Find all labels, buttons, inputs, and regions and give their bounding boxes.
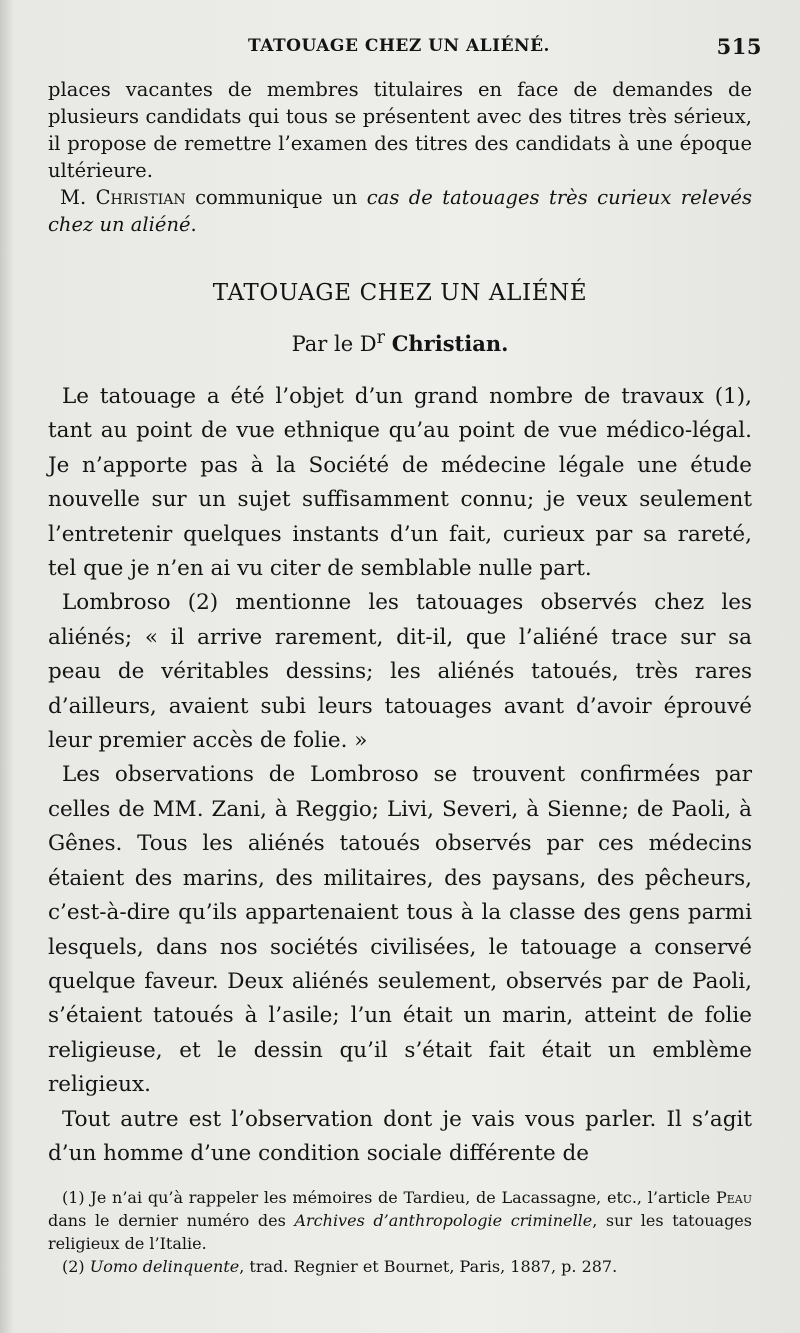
- article-body: [48, 380, 752, 1171]
- footnote-2-lead: (2): [62, 1257, 90, 1276]
- footnote-1-end: , sur les tatouages religieux de l’Italie.: [48, 1211, 752, 1253]
- footnotes: [48, 1186, 752, 1278]
- byline-prefix: Par le D: [291, 332, 377, 356]
- speaker-name: M. Christian: [60, 186, 186, 209]
- communication-paragraph: [48, 184, 752, 238]
- communication-end: .: [190, 213, 197, 236]
- meeting-minutes: [48, 76, 752, 238]
- footnote-1: [48, 1186, 752, 1255]
- body-paragraph: Les observations de Lombroso se trouvent confirmées par celles de MM. Zani, à Reggio; Livi, Severi, à Sienne; de Paoli, à Gênes. Tous les aliénés tatoués observés par ces médecins étaient des marins, des militaires, des paysans, des pêcheurs, c’est-à-dire qu’ils appartenaient tous à la classe des gens parmi lesquels, dans nos sociétés civilisées, le tatouage a conservé quelque faveur. Deux aliénés seulement, observés par de Paoli, s’étaient tatoués à l’asile; l’un était un marin, atteint de folie religieuse, et le dessin qu’il s’était fait était un emblème religieux.: [48, 762, 752, 1098]
- footnote-1-lead: (1) Je n’ai qu’à rappeler les mémoires de Tardieu, de Lacassagne, etc., l’article: [62, 1188, 716, 1207]
- article-title: TATOUAGE CHEZ UN ALIÉNÉ: [212, 280, 588, 306]
- communication-subject: cas de tatouages très curieux relevés chez un aliéné: [48, 186, 752, 236]
- footnote-2-title: Uomo delinquente: [89, 1257, 240, 1276]
- body-paragraph: Tout autre est l’observation dont je vais vous parler. Il s’agit d’un homme d’une condition sociale différente de: [48, 1106, 752, 1166]
- byline-author: Christian.: [391, 331, 509, 356]
- running-header: [48, 0, 762, 70]
- running-title: TATOUAGE CHEZ UN ALIÉNÉ.: [248, 36, 550, 56]
- footnote-1-middle: dans le dernier numéro des: [48, 1211, 295, 1230]
- footnote-1-journal: Archives d’anthropologie criminelle: [294, 1211, 593, 1230]
- communication-text: communique un: [185, 186, 367, 209]
- footnote-2: [48, 1255, 752, 1278]
- byline-superscript: r: [376, 328, 386, 348]
- page-number: 515: [716, 34, 762, 59]
- minutes-paragraph: places vacantes de membres titulaires en face de demandes de plusieurs candidats qui tous se présentent avec des titres très sérieux, il propose de remettre l’examen des titres des candidats à une époque ultérieure.: [48, 78, 752, 182]
- footnote-1-smallcaps: Peau: [715, 1188, 752, 1207]
- body-paragraph: Lombroso (2) mentionne les tatouages observés chez les aliénés; « il arrive rarement, dit-il, que l’aliéné trace sur sa peau de véritables dessins; les aliénés tatoués, très rares d’ailleurs, avaient subi leurs tatouages avant d’avoir éprouvé leur premier accès de folie. »: [48, 590, 752, 754]
- article-byline: [48, 324, 752, 358]
- footnote-2-end: , trad. Regnier et Bournet, Paris, 1887, p. 287.: [239, 1257, 618, 1276]
- body-paragraph: Le tatouage a été l’objet d’un grand nombre de travaux (1), tant au point de vue ethnique qu’au point de vue médico-légal. Je n’apporte pas à la Société de médecine légale une étude nouvelle sur un sujet suffisamment connu; je veux seulement l’entretenir quelques instants d’un fait, curieux par sa rareté, tel que je n’en ai vu citer de semblable nulle part.: [48, 384, 752, 582]
